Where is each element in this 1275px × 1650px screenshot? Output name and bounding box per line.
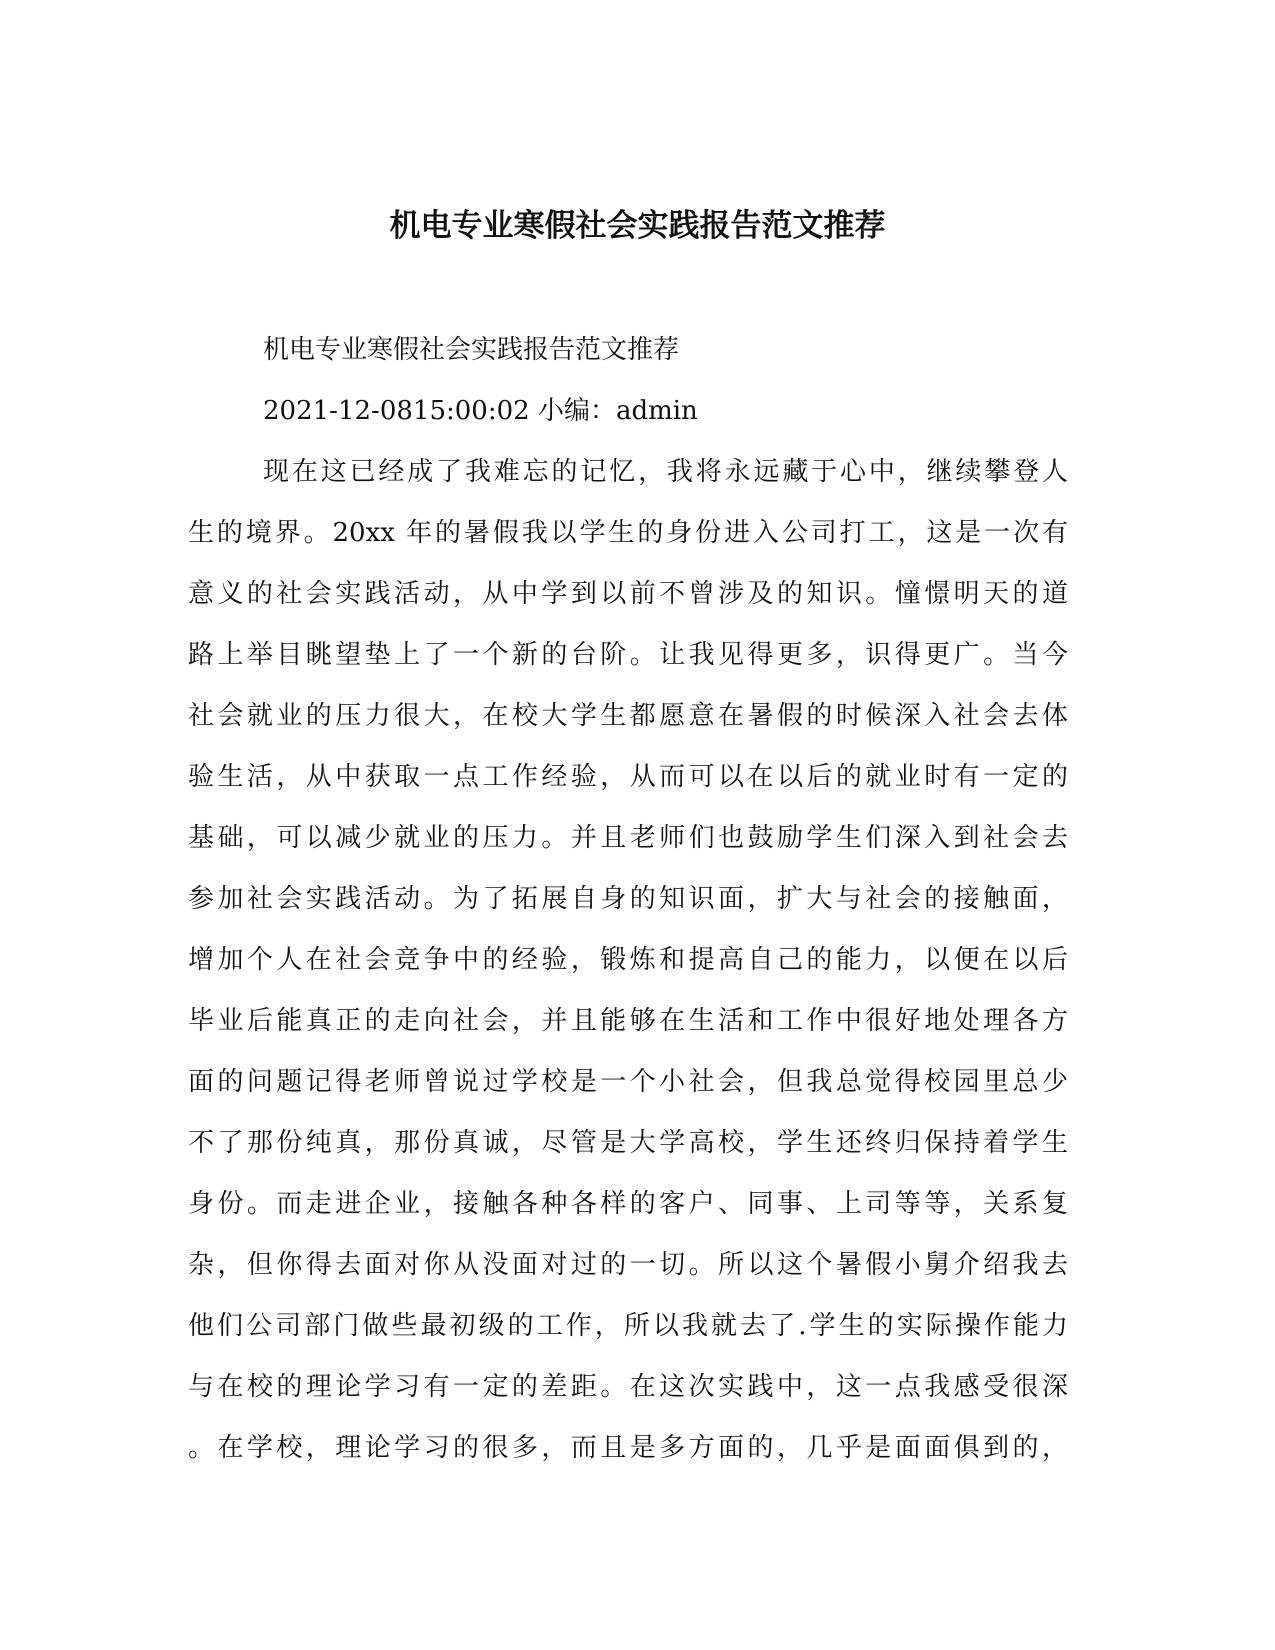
- document-title: 机电专业寒假社会实践报告范文推荐: [389, 208, 886, 244]
- body-line: 参加社会实践活动。为了拓展自身的知识面，扩大与社会的接触面，: [188, 884, 1068, 914]
- body-line: 毕业后能真正的走向社会，并且能够在生活和工作中很好地处理各方: [188, 1006, 1068, 1036]
- body-line: 不了那份纯真，那份真诚，尽管是大学高校，学生还终归保持着学生: [188, 1128, 1068, 1158]
- body-line: 路上举目眺望垫上了一个新的台阶。让我见得更多，识得更广。当今: [188, 640, 1068, 670]
- body-line: 意义的社会实践活动，从中学到以前不曾涉及的知识。憧憬明天的道: [188, 579, 1068, 609]
- body-line: 与在校的理论学习有一定的差距。在这次实践中，这一点我感受很深: [188, 1372, 1068, 1402]
- body-line: 验生活，从中获取一点工作经验，从而可以在以后的就业时有一定的: [188, 762, 1068, 792]
- body-line: 。在学校，理论学习的很多，而且是多方面的，几乎是面面俱到的，: [188, 1433, 1068, 1463]
- body-line: 面的问题记得老师曾说过学校是一个小社会，但我总觉得校园里总少: [188, 1067, 1068, 1097]
- document-meta: 2021-12-0815:00:02 小编：admin: [263, 396, 698, 426]
- body-line: 生的境界。20xx 年的暑假我以学生的身份进入公司打工，这是一次有: [188, 518, 1068, 548]
- document-subtitle: 机电专业寒假社会实践报告范文推荐: [263, 335, 680, 365]
- body-line: 他们公司部门做些最初级的工作，所以我就去了.学生的实际操作能力: [188, 1311, 1068, 1341]
- body-line: 基础，可以减少就业的压力。并且老师们也鼓励学生们深入到社会去: [188, 823, 1068, 853]
- body-line: 身份。而走进企业，接触各种各样的客户、同事、上司等等，关系复: [188, 1189, 1068, 1219]
- body-line: 增加个人在社会竞争中的经验，锻炼和提高自己的能力，以便在以后: [188, 945, 1068, 975]
- body-line: 现在这已经成了我难忘的记忆，我将永远藏于心中，继续攀登人: [263, 457, 1068, 487]
- body-line: 杂，但你得去面对你从没面对过的一切。所以这个暑假小舅介绍我去: [188, 1250, 1068, 1280]
- body-line: 社会就业的压力很大，在校大学生都愿意在暑假的时候深入社会去体: [188, 701, 1068, 731]
